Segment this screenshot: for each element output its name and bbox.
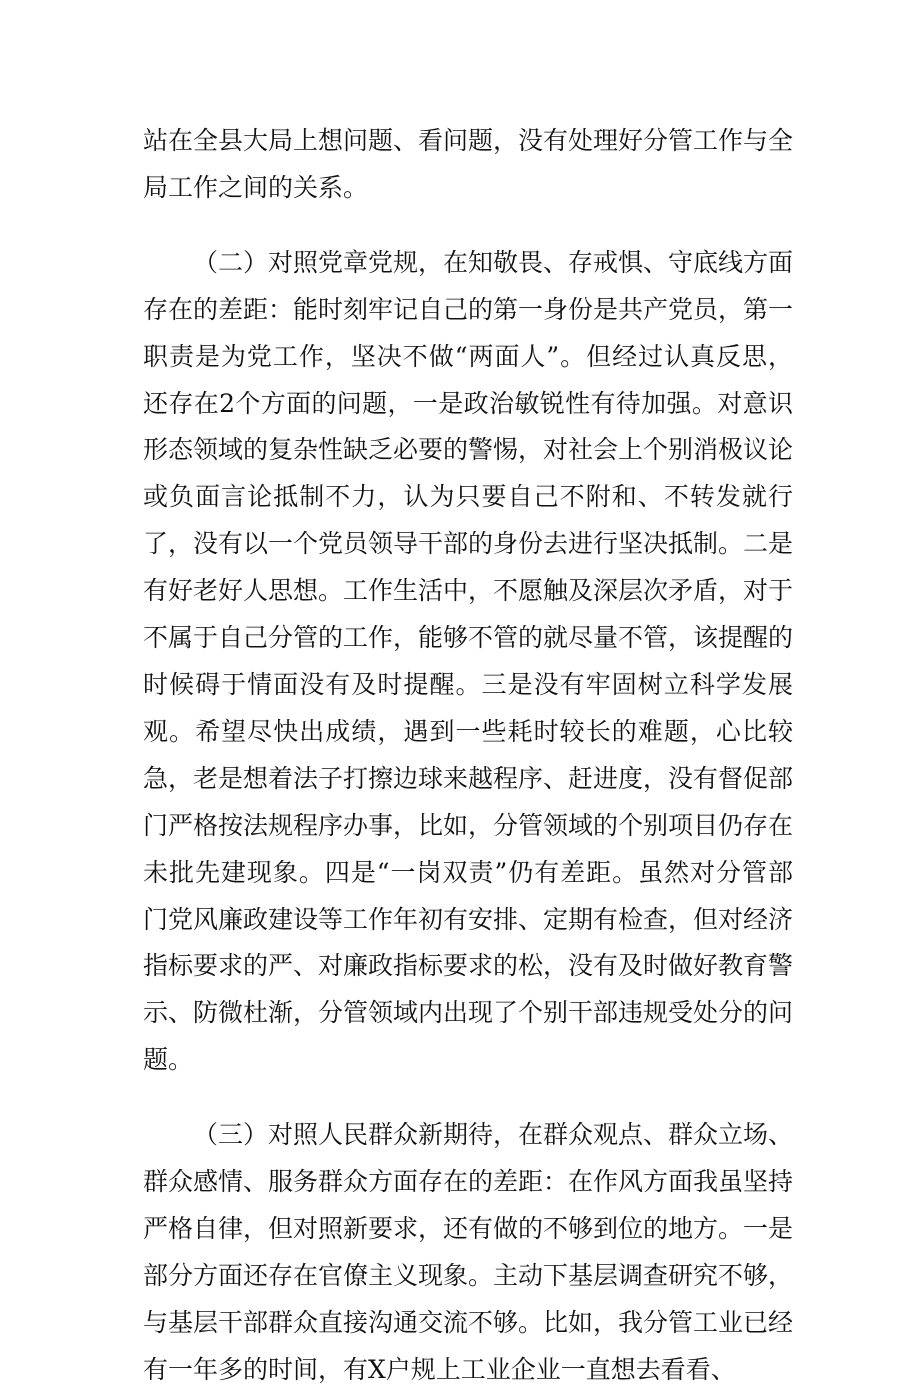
paragraph-section-three: （三）对照人民群众新期待，在群众观点、群众立场、群众感情、服务群众方面存在的差距：在作风方面我虽坚持严格自律，但对照新要求，还有做的不够到位的地方。一是部分方面还存在官僚主义现象。主动下基层调查研究不够，与基层干部群众直接沟通交流不够。比如，我分管工业已经有一年多的时间，有X户规上工业企业一直想去看看、 xyxy=(143,1120,794,1384)
document-body xyxy=(143,118,793,1394)
paragraph-spacer xyxy=(143,1084,793,1112)
paragraph-continuation: 站在全县大局上想问题、看问题，没有处理好分管工作与全局工作之间的关系。 xyxy=(143,126,794,202)
paragraph-section-two: （二）对照党章党规，在知敬畏、存戒惧、守底线方面存在的差距：能时刻牢记自己的第一身份是共产党员，第一职责是为党工作，坚决不做“两面人”。但经过认真反思，还存在2个方面的问题，一是政治敏锐性有待加强。对意识形态领域的复杂性缺乏必要的警惕，对社会上个别消极议论或负面言论抵制不力，认为只要自己不附和、不转发就行了，没有以一个党员领导干部的身份去进行坚决抵制。二是有好老好人思想。工作生活中，不愿触及深层次矛盾，对于不属于自己分管的工作，能够不管的就尽量不管，该提醒的时候碍于情面没有及时提醒。三是没有牢固树立科学发展观。希望尽快出成绩，遇到一些耗时较长的难题，心比较急，老是想着法子打擦边球来越程序、赶进度，没有督促部门严格按法规程序办事，比如，分管领域的个别项目仍存在未批先建现象。四是“一岗双责”仍有差距。虽然对分管部门党风廉政建设等工作年初有安排、定期有检查，但对经济指标要求的严、对廉政指标要求的松，没有及时做好教育警示、防微杜渐，分管领域内出现了个别干部违规受处分的问题。 xyxy=(143,247,794,1075)
paragraph-spacer xyxy=(143,212,793,240)
